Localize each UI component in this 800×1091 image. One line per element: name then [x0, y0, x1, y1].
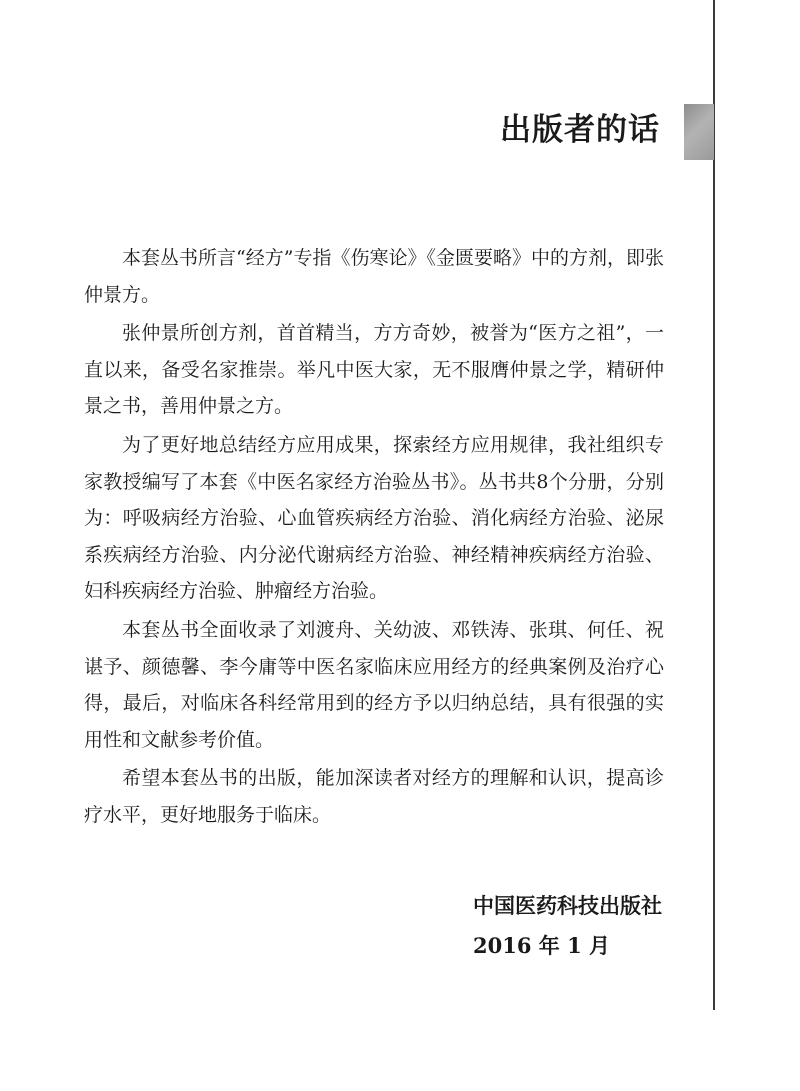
paragraph: 张仲景所创方剂，首首精当，方方奇妙，被誉为“医方之祖”，一直以来，备受名家推崇。举凡中医大家，无不服膺仲景之学，精研仲景之书，善用仲景之方。 [84, 322, 664, 418]
page-title: 出版者的话 [500, 112, 660, 148]
paragraph: 本套丛书全面收录了刘渡舟、关幼波、邓铁涛、张琪、何任、祝谌予、颜德馨、李今庸等中医名家临床应用经方的经典案例及治疗心得，最后，对临床各科经常用到的经方予以归纳总结，具有很强的实用性和文献参考价值。 [84, 618, 664, 751]
page-edge-tab [684, 104, 714, 160]
publication-date: 2016 年 1 月 [473, 933, 610, 958]
paragraph: 希望本套丛书的出版，能加深读者对经方的理解和认识，提高诊疗水平，更好地服务于临床。 [84, 767, 664, 826]
body-text [84, 240, 664, 836]
paragraph: 本套丛书所言“经方”专指《伤寒论》《金匮要略》中的方剂，即张仲景方。 [84, 247, 664, 306]
publisher-name: 中国医药科技出版社 [473, 894, 662, 918]
paragraph: 为了更好地总结经方应用成果，探索经方应用规律，我社组织专家教授编写了本套《中医名家经方治验丛书》。丛书共8个分册，分别为：呼吸病经方治验、心血管疾病经方治验、消化病经方治验、泌尿系疾病经方治验、内分泌代谢病经方治验、神经精神疾病经方治验、妇科疾病经方治验、肿瘤经方治验。 [84, 433, 664, 603]
